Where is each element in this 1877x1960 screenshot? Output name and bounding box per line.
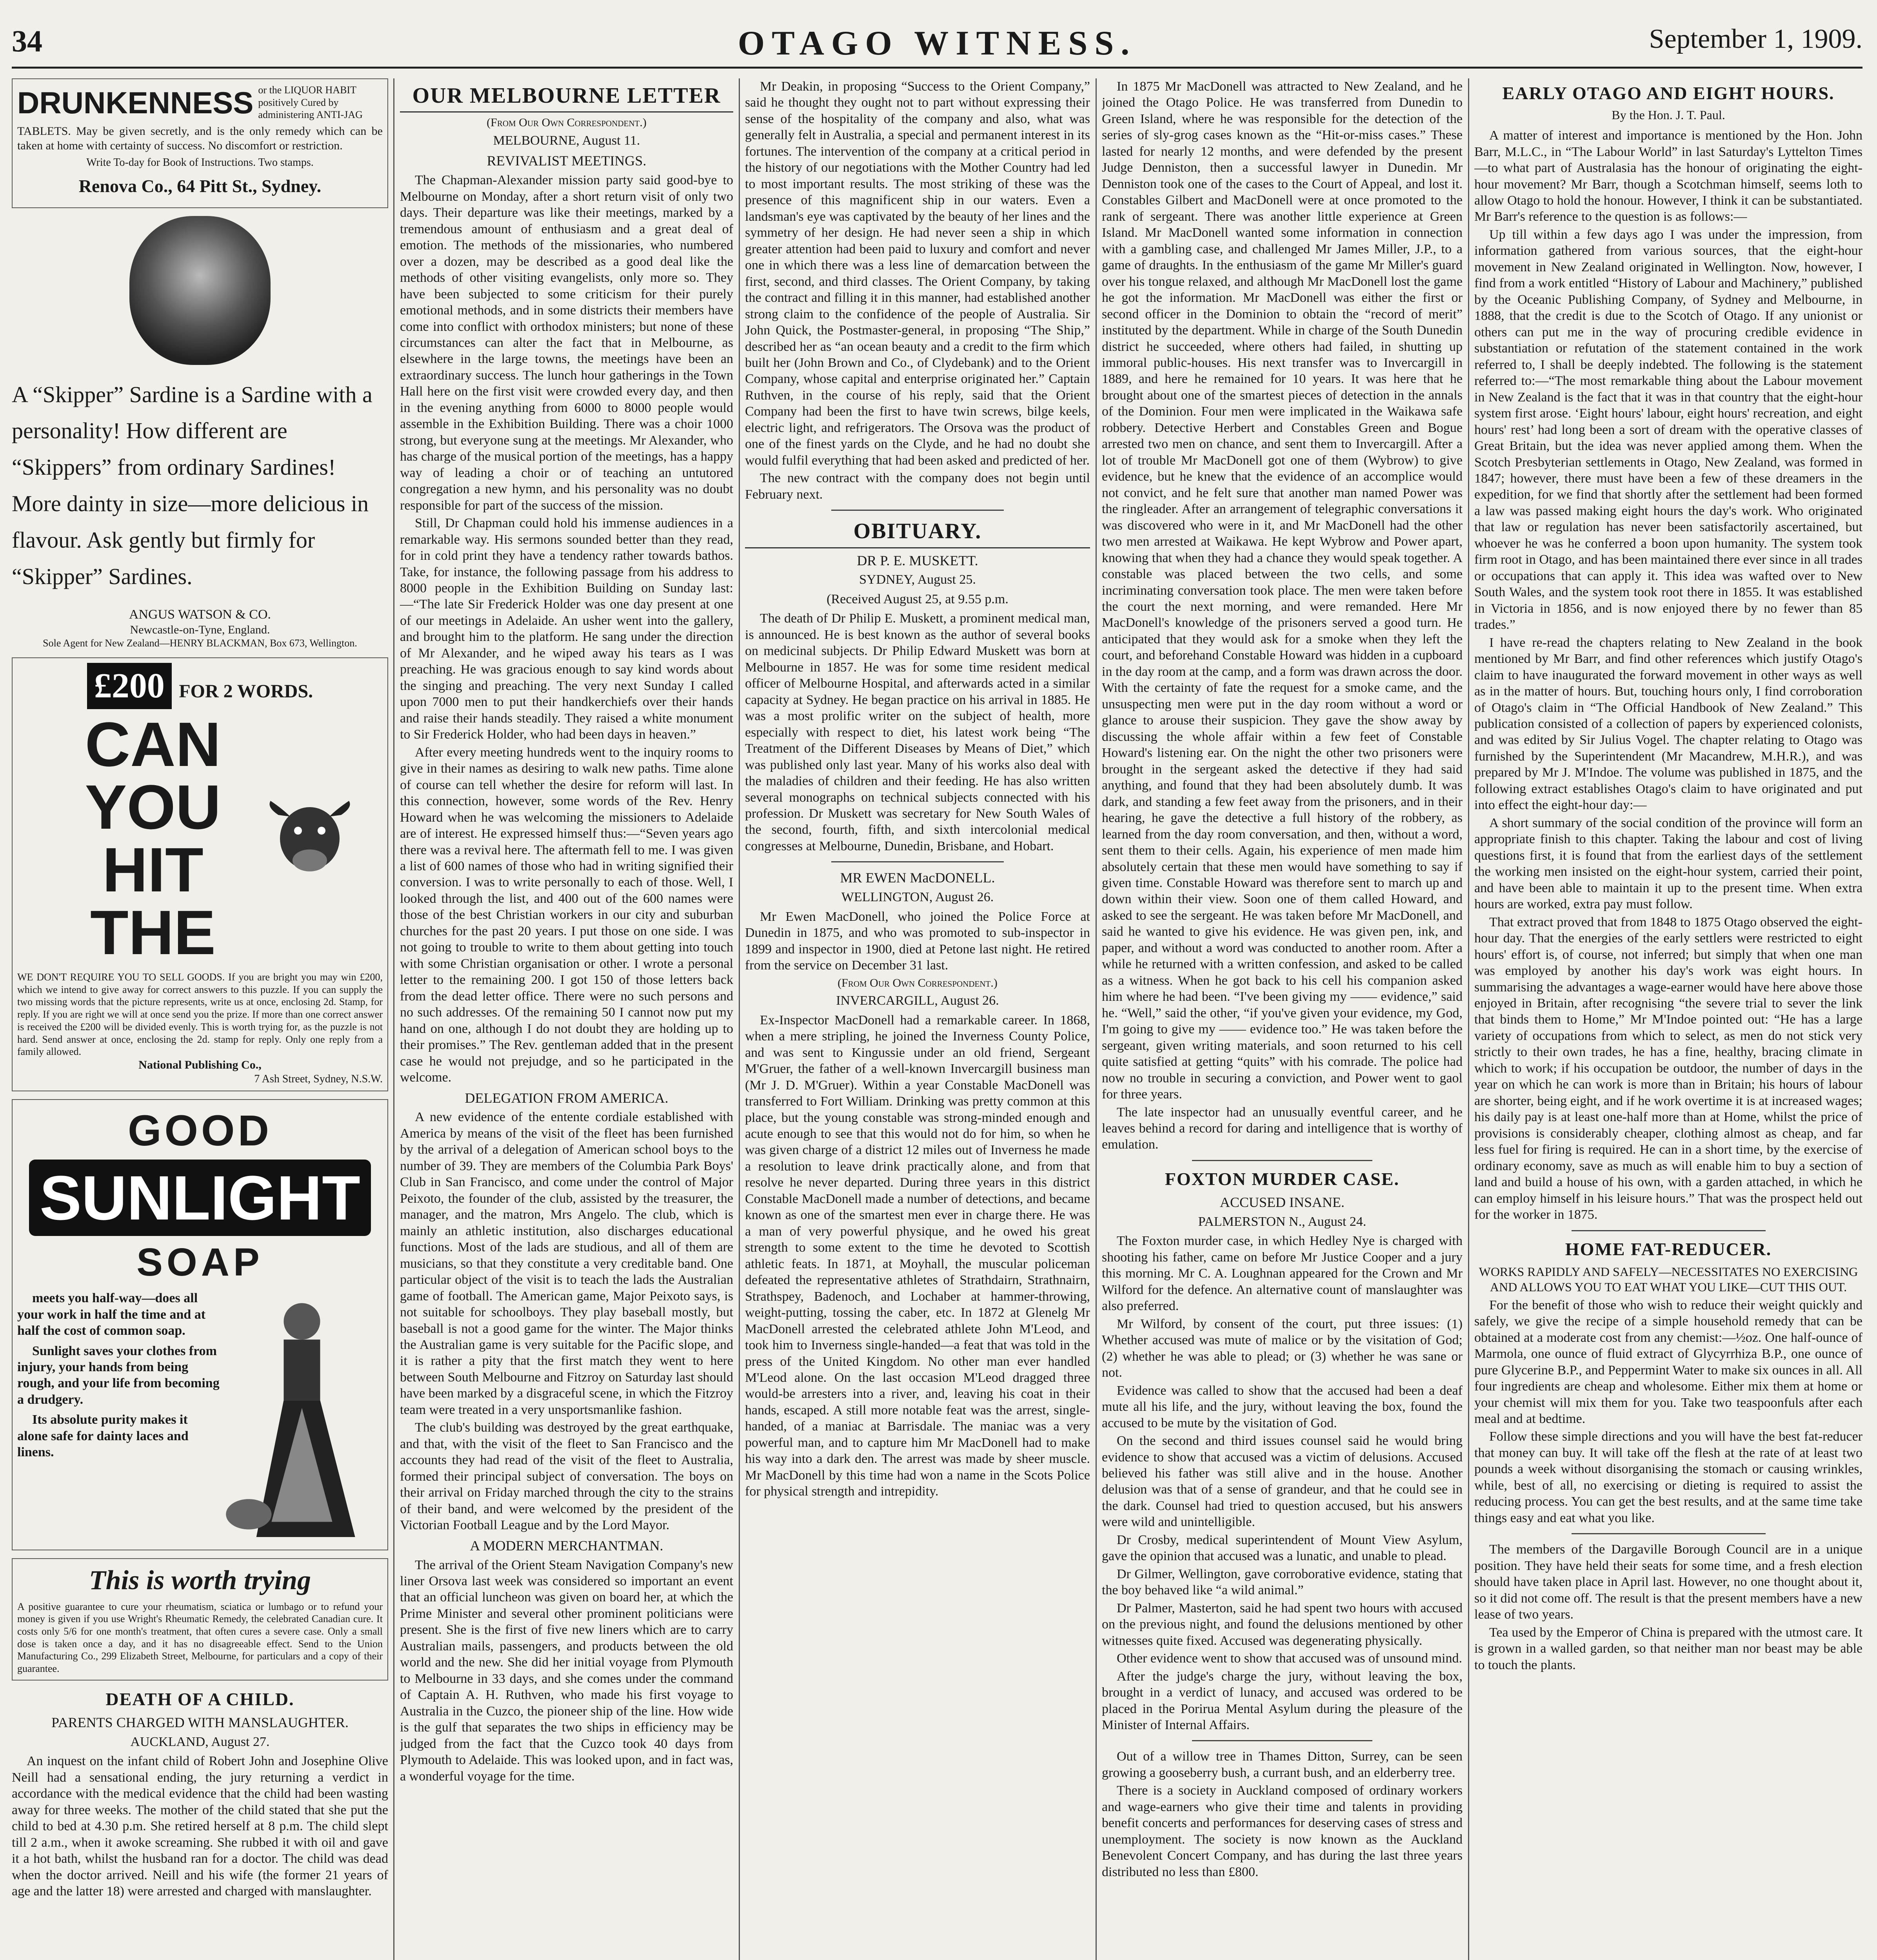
masthead: OTAGO WITNESS. xyxy=(738,24,1137,62)
death-child-dateline: AUCKLAND, August 27. xyxy=(130,1734,270,1749)
divider xyxy=(1192,1160,1372,1161)
melbourne-dateline: MELBOURNE, August 11. xyxy=(493,133,640,148)
foxton-p4: On the second and third issues counsel said he would bring evidence to show that accused was a victim of delusions. Accused believed his father was still alive and in the house. Another delusion was that of a sense of grandeur, and that he could see in the dark. Counsel had tried to question accused, but his answers were wild and unintelligible. xyxy=(1102,1434,1463,1530)
column-rule xyxy=(393,78,394,1960)
fat-reducer-p1: For the benefit of those who wish to reduce their weight quickly and safely, we give the recipe of a simple household remedy that can be obtained at a moderate cost from any chemist:—½oz. One half-ounce of Marmola, one ounce of fluid extract of Glycyrrhiza B.P., one ounce of pure Glycerine B.P., and Peppermint Water to make six ounces in all. All four ingredients are cheap and wholesome. Either mix them at home or your chemist will mix them for you. Take two teaspoonfuls after each meal and at bedtime. xyxy=(1474,1298,1862,1426)
column-4 xyxy=(1102,78,1463,1960)
obituary-title: OBITUARY. xyxy=(745,518,1090,548)
eight-hours-title: EARLY OTAGO AND EIGHT HOURS. xyxy=(1502,83,1835,103)
foxton-p7: Dr Palmer, Masterton, said he had spent two hours with accused on the previous night, and found the delusions mentioned by other witnesses quite fixed. Accused was degenerating physically. xyxy=(1102,1601,1463,1648)
divider xyxy=(1572,1533,1766,1534)
washerwoman-illustration xyxy=(223,1294,380,1537)
drunkenness-footer: Write To-day for Book of Instructions. Two stamps. xyxy=(86,156,314,169)
prize-body: WE DON'T REQUIRE YOU TO SELL GOODS. If you are bright you may win £200, which we intend to give away for correct answers to this puzzle. If you can supply the two missing words that the picture represents, write us at once, enclosing 2d. Stamp, for reply. If you are right we will at once send you the prize. If more than one correct answer is received the £200 will be divided evenly. This is worth trying for, as the puzzle is not hard. Send answer at once, enclosing the 2d. stamp for reply. Only one reply from a family allowed. xyxy=(17,971,383,1058)
melbourne-section-2: DELEGATION FROM AMERICA. xyxy=(465,1090,669,1106)
obituary-date-3: INVERCARGILL, August 26. xyxy=(836,993,999,1008)
sunlight-good: GOOD xyxy=(127,1106,273,1155)
bull-head-icon xyxy=(263,799,357,878)
drunkenness-company: Renova Co., 64 Pitt St., Sydney. xyxy=(78,176,322,196)
eight-hours-p3: I have re-read the chapters relating to New Zealand in the book mentioned by Mr Barr, and find other references which justify Otago's claim to have inaugurated the forward movement in other ways as well as in the matter of hours. But, touching hours only, I find corroboration of Otago's claim in “The Official Handbook of New Zealand.” This publication consisted of a collection of papers by experienced colonists, and was edited by Sir Julius Vogel. The chapter relating to Otago was furnished by the Superintendent (Mr Macandrew, M.H.R.), and was prepared by Mr J. M'Indoe. The volume was published in 1875, and the following extract establishes Otago's claim to have originated and put into effect the eight-hour day:— xyxy=(1474,635,1862,813)
foxton-title: FOXTON MURDER CASE. xyxy=(1165,1169,1400,1189)
rheumatism-body: A positive guarantee to cure your rheumatism, sciatica or lumbago or to refund your money is given if you use Wright's Rheumatic Remedy, the celebrated Canadian cure. It costs only 5/6 for one month's treatment, that often cures a severe case. Only a small dose is taken once a day, and it has no disagreeable effect. Send to the Union Manufacturing Co., 299 Elizabeth Street, Melbourne, for particulars and a copy of their guarantee. xyxy=(17,1601,383,1675)
melbourne-section-3: A MODERN MERCHANTMAN. xyxy=(470,1537,663,1553)
rheumatism-title: This is worth trying xyxy=(89,1565,311,1596)
sunlight-soap-ad xyxy=(12,1099,388,1550)
issue-date: September 1, 1909. xyxy=(1649,24,1862,54)
foxton-p1: The Foxton murder case, in which Hedley Nye is charged with shooting his father, came on before Mr Justice Cooper and a jury this morning. Mr C. A. Loughnan appeared for the Crown and Mr Wilford for the defence. An alternative count of manslaughter was also preferred. xyxy=(1102,1234,1463,1314)
sunlight-soap: SOAP xyxy=(136,1240,263,1285)
melbourne-p6: The arrival of the Orient Steam Navigation Company's new liner Orsova last week was considered so important an event that an official luncheon was given on board her, at which the Prime Minister and several other prominent politicians were present. She is the first of five new liners which are to carry Australian mails, passengers, and products between the old world and the new. She did her initial voyage from Plymouth to Melbourne in 33 days, and she comes under the command of Captain A. H. Ruthven, who made his first voyage to Australia in the Cuzco, the pioneer ship of the line. How wide is the gulf that separates the two ships in efficiency may be judged from the fact that the Cuzco took 40 days from Plymouth to Adelaide. This was looked upon, and in fact was, a wonderful voyage for the time. xyxy=(400,1557,733,1784)
melbourne-from: (From Our Own Correspondent.) xyxy=(487,116,647,129)
skipper-company: ANGUS WATSON & CO. xyxy=(129,607,271,622)
melbourne-p8: The new contract with the company does not begin until February next. xyxy=(745,471,1090,502)
fat-reducer-title: HOME FAT-REDUCER. xyxy=(1565,1239,1772,1259)
willow-p2: There is a society in Auckland composed of ordinary workers and wage-earners who give their time and talents in providing benefit concerts and performances for deserving cases of stress and unemployment. The society is now known as the Auckland Benevolent Concert Company, and has during the last three years distributed no less than £800. xyxy=(1102,1783,1463,1879)
foxton-p3: Evidence was called to show that the accused had been a deaf mute all his life, and the jury, without leaving the box, found the accused to be mute by the visitation of God. xyxy=(1102,1383,1463,1430)
prize-side-label: FOR 2 WORDS. xyxy=(179,681,313,702)
obituary-body-5: The late inspector had an unusually eventful career, and he leaves behind a record for daring and intelligence that is worthy of emulation. xyxy=(1102,1105,1463,1152)
skipper-location: Newcastle-on-Tyne, England. xyxy=(130,623,270,636)
eight-hours-byline: By the Hon. J. T. Paul. xyxy=(1612,108,1725,122)
foxton-dateline: PALMERSTON N., August 24. xyxy=(1198,1214,1366,1229)
foxton-p5: Dr Crosby, medical superintendent of Mount View Asylum, gave the opinion that accused was a lunatic, and unable to plead. xyxy=(1102,1532,1463,1564)
drunkenness-ad xyxy=(12,78,388,208)
eight-hours-p2: Up till within a few days ago I was under the impression, from information gathered from various sources, that the eight-hour movement in New Zealand originated in Wellington. Now, however, I find from a work entitled “History of Labour and Machinery,” published by the Oceanic Publishing Company, of Sydney and Melbourne, in 1888, that the credit is due to the Scotch of Otago. If any unionist or others can put me in the way of procuring credible evidence in substantiation or refutation of the statement contained in the work referred to, I shall be deeply indebted. The following is the statement referred to:—“The most remarkable thing about the Labour movement in New Zealand is the fact that it was in that country that the eight-hour system first arose. ‘Eight hours' labour, eight hours' recreation, and eight hours' rest’ had long been a sort of dream with the operative classes of Great Britain, but the idea was never applied among them. When the Scotch Presbyterian settlements in Otago, New Zealand, was formed in 1847; however, there must have been a few of these dreamers in the expedition, for we find that shortly after the settlement had been formed a law was passed making eight hours the day's work. Who originated that law or regulation has never been satisfactorily ascertained, but whoever he was he conferred a boon upon humanity. The system took firm root in Otago, and has been maintained there ever since in all trades or occupations that can apply it. This idea was wafted over to New South Wales, and the system took root there in 1855. It was established in Victoria in 1856, and is now enjoyed there by no fewer than 85 trades.” xyxy=(1474,227,1862,632)
column-1 xyxy=(12,78,388,1960)
prize-headline: CAN YOU HIT THE xyxy=(85,709,221,967)
obituary-sub-2: MR EWEN MacDONELL. xyxy=(840,870,995,886)
divider xyxy=(1192,1740,1372,1741)
divider xyxy=(831,861,1004,862)
obituary-body-1: The death of Dr Philip E. Muskett, a prominent medical man, is announced. He is best known as the author of several books on medicinal subjects. Dr Philip Edward Muskett was born at Melbourne in 1857. He was for some time resident medical officer of Melbourne Hospital, and afterwards acted in a similar capacity at Sydney. He began practice on his arrival in 1885. He was a most prolific writer on the subject of health, more especially with respect to diet, his latest work being “The Treatment of the Different Diseases by Means of Diet,” which was published only last year. Many of his works also deal with the maladies of children and their feeding. He has also written several monographs on technical subjects connected with his profession. Dr Muskett was secretary for New South Wales of the second, fourth, fifth, and sixth intercolonial medical congresses at Melbourne, Dunedin, Brisbane, and Hobart. xyxy=(745,611,1090,853)
sunlight-line-1: meets you half-way—does all your work in half the time and at half the cost of common soap. xyxy=(17,1291,206,1338)
foxton-p9: After the judge's charge the jury, without leaving the box, brought in a verdict of lunacy, and accused was ordered to be placed in the Porirua Mental Asylum during the pleasure of the Minister of Internal Affairs. xyxy=(1102,1669,1463,1733)
obituary-date-1: SYDNEY, August 25. xyxy=(859,572,976,587)
melbourne-p5: The club's building was destroyed by the great earthquake, and that, with the visit of the fleet to San Francisco and the accounts they had read of the visit of the fleet to Australia, formed their principal subject of conversation. The boys on their arrival on Friday marched through the city to the strains of their band, and were welcomed by the president of the Victorian Football League and by the Lord Mayor. xyxy=(400,1420,733,1533)
drunkenness-side: or the LIQUOR HABIT positively Cured by administering ANTI-JAG xyxy=(258,84,363,121)
drunkenness-body: TABLETS. May be given secretly, and is the only remedy which can be taken at home with certainty of success. No discomfort or restriction. xyxy=(17,125,383,152)
fat-reducer-p2: Follow these simple directions and you will have the best fat-reducer that money can buy. It will take off the flesh at the rate of at least two pounds a week without disorganising the stomach or causing wrinkles, while, best of all, no exercising or dieting is required to assist the reducing process. You can get the best results, and at the same time take things easy and eat what you like. xyxy=(1474,1429,1862,1525)
rheumatism-ad xyxy=(12,1558,388,1681)
skipper-agent: Sole Agent for New Zealand—HENRY BLACKMAN, Box 673, Wellington. xyxy=(43,637,357,649)
sunlight-brand: SUNLIGHT xyxy=(29,1160,371,1236)
fat-reducer-subtitle: WORKS RAPIDLY AND SAFELY—NECESSITATES NO EXERCISING AND ALLOWS YOU TO EAT WHAT YOU LIKE—CUT THIS OUT. xyxy=(1479,1264,1858,1294)
page-header xyxy=(12,24,1862,69)
eight-hours-p4: A short summary of the social condition of the province will form an appropriate finish to this chapter. Taking the labour and cost of living questions first, it is found that from the earliest days of the settlement the working men insisted on the eight-hour system, carried their point, and have been able to maintain it up to the present time. When extra hours are worked, extra pay must follow. xyxy=(1474,815,1862,912)
foxton-p2: Mr Wilford, by consent of the court, put three issues: (1) Whether accused was mute of malice or by the visitation of God; (2) whether he was able to plead; or (3) whether he was sane or not. xyxy=(1102,1316,1463,1380)
prize-amount: £200 xyxy=(87,663,172,709)
obituary-received: (Received August 25, at 9.55 p.m. xyxy=(827,592,1008,606)
foxton-subtitle: ACCUSED INSANE. xyxy=(1219,1194,1345,1210)
obituary-body-2: Mr Ewen MacDonell, who joined the Police Force at Dunedin in 1875, and who was promoted to sub-inspector in 1899 and inspector in 1900, died at Petone last night. He retired from the service on December 31 last. xyxy=(745,909,1090,973)
foxton-p8: Other evidence went to show that accused was of unsound mind. xyxy=(1117,1651,1462,1666)
dargaville-p1: The members of the Dargaville Borough Council are in a unique position. They have held their seats for some time, and a fresh election should have taken place in April last. However, no one thought about it, so it did not come off. The result is that the present members have a new lease of two years. xyxy=(1474,1542,1862,1622)
page-number: 34 xyxy=(12,24,42,58)
obituary-date-2: WELLINGTON, August 26. xyxy=(841,890,994,905)
drunkenness-title: DRUNKENNESS xyxy=(17,85,254,120)
sunlight-line-3: Its absolute purity makes it alone safe for dainty laces and linens. xyxy=(17,1412,189,1460)
eight-hours-p1: A matter of interest and importance is mentioned by the Hon. John Barr, M.L.C., in “The Labour World” in last Saturday's Lyttelton Times—to what part of Australasia has the honour of originating the eight-hour movement? Mr Barr, though a Scotchman himself, seems loth to allow Otago to hold the honour. However, I think it can be substantiated. Mr Barr's reference to the question is as follows:— xyxy=(1474,128,1862,224)
column-5 xyxy=(1474,78,1862,1960)
eight-hours-p5: That extract proved that from 1848 to 1875 Otago observed the eight-hour day. That the energies of the early settlers were restricted to eight hours' effort is, of course, not inferred; but simply that when one man was employed by another his day's work was eight hours. In summarising the advantages a wage-earner would have here above those enjoyed in Britain, after recognising “the severe trial to sever the link that binds them to Home,” Mr M'Indoe pointed out: “He has a large variety of occupations from which to select, as men do not stick very strictly to their own trades, he has a fine, healthy, bracing climate in which to work; if his occupation be outdoor, the number of days in the year on which he can work is more than in Britain; his hours of labour are shorter, being eight, and if he work overtime it is at increased wages; his daily pay is at least one-half more than at Home, whilst the price of provisions is considerably cheaper, clothing almost as cheap, and far less fuel for firing is required. He can in a short time, by the exercise of ordinary economy, save as much as will enable him to buy a section of land and build a house of his own, with a garden attached, in which he can employ himself in his leisure hours.” That was the prospect held out for the worker in 1875. xyxy=(1474,915,1862,1222)
prize-ad xyxy=(12,657,388,1091)
willow-p1: Out of a willow tree in Thames Ditton, Surrey, can be seen growing a gooseberry bush, a currant bush, and an elderberry tree. xyxy=(1102,1749,1463,1780)
divider xyxy=(831,510,1004,511)
obituary-sub-1: DR P. E. MUSKETT. xyxy=(857,552,978,568)
column-2 xyxy=(400,78,733,1960)
prize-company: National Publishing Co., xyxy=(138,1058,262,1071)
melbourne-title: OUR MELBOURNE LETTER xyxy=(400,82,733,113)
obituary-from-3: (From Our Own Correspondent.) xyxy=(838,976,998,989)
melbourne-p2: Still, Dr Chapman could hold his immense audiences in a remarkable way. His sermons sounded better than they read, for in cold print they have a tendency rather towards bathos. Take, for instance, the following passage from his address to 8000 people in the Exhibition Building on Sunday last:—“The late Sir Frederick Holder was one day present at one of our meetings in Adelaide. An usher went into the gallery, and brought him to the platform. He sang under the direction of Mr Alexander, and he wiped away his tears as I was preaching. He was gracious enough to say kind words about the singing and preaching. The very next Sunday I called upon 7000 men to put their handkerchiefs over their hands and raise their hands steadily. They raised a white monument to Sir Frederick Holder, who had been days in heaven.” xyxy=(400,516,733,742)
foxton-p6: Dr Gilmer, Wellington, gave corroborative evidence, stating that the boy behaved like “a wild animal.” xyxy=(1102,1566,1463,1598)
death-child-body: An inquest on the infant child of Robert John and Josephine Olive Neill had a sensational ending, the jury returning a verdict in accordance with the medical evidence that the child had been wasting away for three weeks. The mother of the child stated that she put the child to bed at 4.30 p.m. She retired herself at 8 p.m. The child slept till 2 a.m., when it awoke screaming. She rubbed it with oil and gave it a hot bath, whilst the husband ran for a doctor. The child was dead when the doctor arrived. Neill and his wife (the former 21 years of age and the latter 18) were arrested and charged with manslaughter. xyxy=(12,1754,388,1899)
prize-address: 7 Ash Street, Sydney, N.S.W. xyxy=(254,1073,383,1085)
column-3 xyxy=(745,78,1090,1960)
melbourne-p3: After every meeting hundreds went to the inquiry rooms to give in their names as desiring to walk new paths. Time alone of course can tell whether the desire for reform will last. In this connection, however, some words of the Rev. Henry Howard when he was welcoming the missioners to Adelaide are of interest. He expressed himself thus:—“Seven years ago there was a revival here. The aftermath fell to me. I was given a list of 600 names of those who had in writing signified their conversion. I was to write personally to each of those. Well, I looked through the list, and 400 out of the 600 names were those of the best Christian workers in our city and suburban churches for the past 20 years. I put those on one side. I was not going to trouble to write to them about getting into touch with some Christian organisation or other. I wrote a personal letter to the remaining 200. I got 150 of those letters back from the dead letter office. There were no such persons and no such addresses. Of the remaining 50 I cannot now put my hand on one, although I do not doubt they are holding up to their promises.” The Rev. gentleman added that in the present case he would not prejudge, and so he participated in the welcome. xyxy=(400,745,733,1085)
column-rule xyxy=(1096,78,1097,1960)
sunlight-line-2: Sunlight saves your clothes from injury, your hands from being rough, and your life from becoming a drudgery. xyxy=(17,1343,220,1407)
column-rule xyxy=(1468,78,1469,1960)
melbourne-p4: A new evidence of the entente cordiale established with America by means of the visit of the fleet has been furnished by the arrival of a delegation of American school boys to the number of 39. They are members of the Columbia Park Boys' Club in San Francisco, and come under the control of Major Peixoto, the founder of the club, assisted by the treasurer, the manager, and the matron, Mrs Angelo. The club, which is mainly an athletic institution, also discharges educational functions. Most of the lads are studious, and all of them are musicians, so that they constitute a very creditable band. One particular object of the visit is to teach the lads the Australian game of football. The American game, Major Peixoto says, is not suitable for schoolboys. They play baseball mostly, but baseball is not a good game for the winter. The Major thinks the Australian game is very suitable for the Pacific slope, and it is rather a pity that the first match they went to here between South Melbourne and Fitzroy on Saturday last should have been marked by a disgraceful scene, in which the Fitzroy team were treated in a very unsportsmanlike fashion. xyxy=(400,1110,733,1417)
skipper-text: A “Skipper” Sardine is a Sardine with a personality! How different are “Skippers” from ordinary Sardines! More dainty in size—more delicious in flavour. Ask gently but firmly for “Skipper” Sardines. xyxy=(12,381,372,589)
divider xyxy=(1572,1230,1766,1231)
melbourne-p7: Mr Deakin, in proposing “Success to the Orient Company,” said he thought they ought not to part without expressing their sense of the hospitality of the company and also, what was generally felt in Australia, a special and permanent interest in its fortunes. The intervention of the company at a critical period in the history of our negotiations with the Mother Country had led to most important results. The most striking of these was the presence of this magnificent ship in our waters. Even a landsman's eye was captivated by the beauty of her lines and the symmetry of her design. He had never seen a ship in which greater attention had been paid to luxury and comfort and never one in which there was a less line of demarcation between the first, second, and third classes. The Orient Company, by taking the contract and filling it in this manner, had established another strong claim to the confidence of the people of Australia. Sir John Quick, the Postmaster-general, in proposing “The Ship,” described her as “an ocean beauty and a credit to the firm which built her (John Brown and Co., of Clydebank) and to the Orient Company, whose capital and enterprise originated her.” Captain Ruthven, in the course of his reply, said that the Orient Company had been the first to have twin screws, bilge keels, electric light, and refrigerators. The Orsova was the product of one of the finest yards on the Clyde, and he had no doubt she would fulfil everything that had been asked and predicted of her. xyxy=(745,79,1090,468)
column-rule xyxy=(739,78,740,1960)
skipper-ad xyxy=(12,216,388,650)
melbourne-section-1: REVIVALIST MEETINGS. xyxy=(487,153,647,169)
melbourne-p1: The Chapman-Alexander mission party said good-bye to Melbourne on Monday, after a short return visit of only two days. Their departure was like their meetings, marked by a tremendous amount of enthusiasm and a great deal of emotion. The methods of the missionaries, who numbered over a dozen, may be described as a good deal like the methods of other visiting evangelists, only more so. They have been subjected to some criticism for their purely emotional methods, and in some districts their members have come into conflict with orthodox ministers; but none of these circumstances can alter the fact that in Melbourne, as elsewhere in the large towns, the meetings have been an extraordinary success. The lunch hour gatherings in the Town Hall here on the first visit were crowded every day, and then in the evening anything from 6000 to 8000 people would assemble in the Exhibition Building. There was a choir 1000 strong, but everyone sung at the meetings. Mr Alexander, who has charge of the musical portion of the meetings, has a happy way of leading a choir or of teaching an untutored congregation a new hymn, and his personality was no doubt responsible for part of the success of the mission. xyxy=(400,173,733,513)
death-child-title: DEATH OF A CHILD. xyxy=(105,1689,294,1709)
obituary-body-4: In 1875 Mr MacDonell was attracted to New Zealand, and he joined the Otago Police. He was transferred from Dunedin to Green Island, where he was responsible for the detection of the series of sly-grog cases known as the “Hit-or-miss cases.” These lasted for nearly 12 months, and were defended by the present Judge Denniston, then a successful lawyer in Dunedin. Mr Denniston took one of the cases to the Court of Appeal, and lost it. Constables Gilbert and MacDonell were at once promoted to the rank of sergeant. There was another little experience at Green Island. Mr MacDonell wanted some information in connection with a gambling case, and challenged Mr James Miller, J.P., to a game of draughts. In the enthusiasm of the game Mr Miller's guard over his tongue relaxed, and although Mr MacDonell lost the game he got the information. Mr MacDonell was either the first or second officer in the Dominion to obtain the “record of merit” instituted by the department. While in charge of the South Dunedin district he succeeded, where others had failed, in shutting up immoral public-houses. His next transfer was to Invercargill in 1889, and here he remained for 10 years. It was here that he brought about one of the smartest pieces of detection in the annals of the Dominion. Four men were implicated in the Waikawa safe robbery. Detective Herbert and Constables Green and Bogue arrested two men on chance, and sent them to Invercargill. After a lot of trouble Mr MacDonell got one of them (Wybrow) to give evidence, but he knew that the evidence of an accomplice would not convict, and he felt sure that another man named Power was the ringleader. After an arrangement of telegraphic conversations it was discovered who were in it, and Mr MacDonell had the other two men arrested at Waikawa. He kept Wybrow and Power apart, knowing that when they had a chance they would speak together. A constable was placed between the two cells, and some incriminating conversation took place. The men were taken before the court the next morning, and were remanded. Here Mr MacDonell's knowledge of the prisoners served a good turn. He anticipated that they would ask for a smoke when they left the court, and beforehand Constable Howard was hidden in a cupboard in the day room at the camp, and a form was drawn across the door. With the certainty of fate the request for a smoke came, and the unsuspecting men were put in the day room without a word or glance to arouse their suspicion. They gave the show away by discussing the whole affair within a few feet of Constable Howard's listening ear. On the night the other two prisoners were brought in the sergeant asked the detective if they had said anything, and found that they had been absolutely dumb. It was dark, and standing a few feet away from the prisoners, and in their hearing, he gave the detective a full history of the robbery, as learned from the day room conversation, and then, without a word, sent them to their cells. Again, his experience of men made him absolutely certain that these men would have something to say if given time. Constable Howard was therefore sent to march up and down within their view. Soon one of them called Howard, and asked to see the sergeant. He was taken before Mr MacDonell, and said he wanted to give his evidence. He was given pen, ink, and paper, and without a word was conducted to another room. After a while he returned with a written confession, and asked to be called as a witness. When he got back to his cell his companion asked him where he had been. “I've been giving my —— evidence,” said he. “Well,” said the other, “if you've given your evidence, my God, I'm going to give my —— evidence too.” He was taken before the sergeant, given writing materials, and soon returned to his cell quite satisfied at getting “quits” with his comrade. The police had now no trouble in securing a conviction, and Power went to gaol for three years. xyxy=(1102,79,1463,1102)
dargaville-p2: Tea used by the Emperor of China is prepared with the utmost care. It is grown in a walled garden, so that neither man nor beast may be able to touch the plants. xyxy=(1474,1625,1862,1672)
sailor-portrait-image xyxy=(129,216,271,365)
death-child-subtitle: PARENTS CHARGED WITH MANSLAUGHTER. xyxy=(51,1714,349,1730)
obituary-body-3: Ex-Inspector MacDonell had a remarkable career. In 1868, when a mere stripling, he joined the Inverness County Police, and was sent to Kingussie under an old friend, Sergeant M'Gruer, the father of a well-known Invercargill business man (Mr J. D. M'Gruer). Within a year Constable MacDonell was transferred to Fort William. Drinking was pretty common at this place, but the young constable was strong-minded enough and acute enough to see that this would not do for him, so when he was given charge of a district 12 miles out of Inverness he made a resolution to leave drink practically alone, and from that resolve he never departed. During three years in this district Constable MacDonell made a number of detections, and became known as one of the smartest men ever in charge there. He was a man of very powerful physique, and he owed his great strength to some extent to the time he devoted to Scottish athletic feats. In 1871, at Moyhall, the muscular policeman defeated the representative athletes of Strathdairn, Strathnairn, Strathspey, Badenoch, and Lochaber at hammer-throwing, weight-putting, tossing the caber, etc. In 1872 at Glenelg Mr MacDonell arrested the celebrated athlete John M'Leod, and took him to Inverness single-handed—a feat that was told in the press of the United Kingdom. No other man ever handled M'Leod alone. On the last occasion M'Leod dragged three would-be arresters into a river, and, leaving his coat in their hands, escaped. A still more notable feat was the arrest, single-handed, of a maniac at Barrisdale. The maniac was a very powerful man, and to capture him Mr MacDonell had to make his way into a dark den. The arrest was made by sheer muscle. Mr MacDonell by this time had won a name in the Scots Police for physical strength and intrepidity. xyxy=(745,1013,1090,1499)
